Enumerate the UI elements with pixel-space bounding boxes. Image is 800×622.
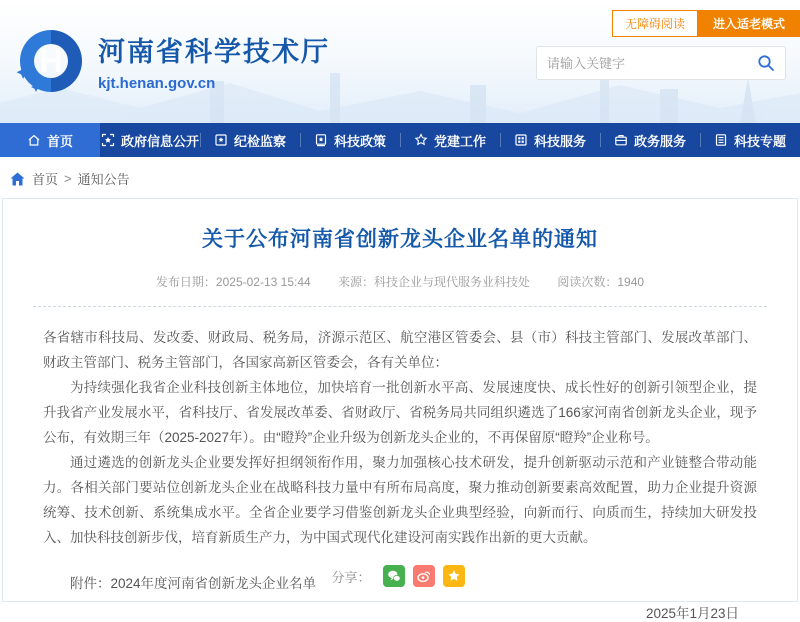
view-count: 阅读次数：1940 xyxy=(557,275,645,289)
article-paragraph: 各省辖市科技局、发改委、财政局、税务局，济源示范区、航空港区管委会、县（市）科技主管部门、发展改革部门、财政主管部门、税务主管部门，各国家高新区管委会，各有关单位： xyxy=(43,330,757,370)
meta-divider xyxy=(33,306,767,307)
search-input[interactable] xyxy=(547,56,757,71)
brand-text xyxy=(98,30,330,92)
nav-item-party-building[interactable] xyxy=(400,123,500,157)
article-meta xyxy=(43,273,757,290)
nav-item-label: 纪检监察 xyxy=(233,133,286,149)
site-header xyxy=(0,0,800,123)
info-disclosure-icon xyxy=(101,133,115,147)
attachment-link[interactable]: 附件：2024年度河南省创新龙头企业名单 xyxy=(70,576,317,591)
search-box xyxy=(536,46,786,80)
nav-item-discipline-inspection[interactable] xyxy=(200,123,300,157)
site-logo-icon xyxy=(16,26,86,96)
nav-item-label: 政府信息公开 xyxy=(120,133,199,149)
article-card xyxy=(2,198,798,621)
search-icon[interactable] xyxy=(757,54,775,72)
nav-item-home[interactable] xyxy=(0,123,100,157)
document-icon xyxy=(714,133,728,147)
nav-item-tech-policy[interactable] xyxy=(300,123,400,157)
nav-item-label: 科技专题 xyxy=(733,133,786,149)
nav-item-label: 科技服务 xyxy=(533,133,586,149)
main-navigation xyxy=(0,123,800,157)
breadcrumb xyxy=(0,157,800,198)
briefcase-icon xyxy=(614,133,628,147)
share-favorite-icon[interactable] xyxy=(443,565,465,587)
source-department: 来源：科技企业与现代服务业科技处 xyxy=(338,275,531,289)
star-icon xyxy=(414,133,428,147)
nav-item-tech-service[interactable] xyxy=(500,123,600,157)
nav-item-gov-info-disclosure[interactable] xyxy=(100,123,200,157)
breadcrumb-current-link[interactable]: 通知公告 xyxy=(77,172,130,187)
site-name: 河南省科学技术厅 xyxy=(98,37,330,67)
article-body xyxy=(43,325,757,550)
nav-item-label: 首页 xyxy=(46,133,73,149)
service-grid-icon xyxy=(514,133,528,147)
inspection-icon xyxy=(214,133,228,147)
breadcrumb-home-link[interactable]: 首页 xyxy=(32,172,59,187)
elder-mode-button[interactable]: 进入适老模式 xyxy=(698,10,800,37)
breadcrumb-separator: > xyxy=(64,171,72,186)
site-brand[interactable] xyxy=(16,26,330,96)
share-label: 分享： xyxy=(331,569,371,585)
publish-date: 发布日期：2025-02-13 15:44 xyxy=(155,275,311,289)
breadcrumb-home-icon xyxy=(10,172,25,186)
share-bar xyxy=(3,565,797,587)
svg-text:H: H xyxy=(39,43,63,79)
article-paragraph: 通过遴选的创新龙头企业要发挥好担纲领衔作用，聚力加强核心技术研发，提升创新驱动示范和产业链整合带动能力。各相关部门要站位创新龙头企业在战略科技力量中有所布局高度，聚力推动创新要素高效配置，助力企业提升资源统筹、技术创新、系统集成水平。全省企业要学习借鉴创新龙头企业典型经验，向新而行、向质而生，持续加大研发投入、加快科技创新步伐，培育新质生产力，为中国式现代化建设河南实践作出新的更大贡献。 xyxy=(43,455,757,545)
site-url: kjt.henan.gov.cn xyxy=(98,75,216,92)
accessibility-reading-button[interactable]: 无障碍阅读 xyxy=(612,10,698,37)
article-paragraph: 为持续强化我省企业科技创新主体地位，加快培育一批创新水平高、发展速度快、成长性好的创新引领型企业，提升我省产业发展水平，省科技厅、省发展改革委、省财政厅、省税务局共同组织遴选了166家河南省创新龙头企业，现予公布，有效期三年（2025-2027年）。由“瞪羚”企业升级为创新龙头企业的，不再保留原“瞪羚”企业称号。 xyxy=(43,380,757,445)
nav-item-tech-topics[interactable] xyxy=(700,123,800,157)
signature-date: 2025年1月23日 xyxy=(645,606,739,621)
policy-book-icon xyxy=(314,133,328,147)
share-weibo-icon[interactable] xyxy=(413,565,435,587)
top-utility-bar xyxy=(612,10,800,37)
nav-item-label: 科技政策 xyxy=(333,133,386,149)
article-title: 关于公布河南省创新龙头企业名单的通知 xyxy=(202,228,598,251)
share-wechat-icon[interactable] xyxy=(383,565,405,587)
home-icon xyxy=(27,133,41,147)
nav-item-gov-service[interactable] xyxy=(600,123,700,157)
nav-item-label: 党建工作 xyxy=(433,133,486,149)
nav-item-label: 政务服务 xyxy=(633,133,686,149)
